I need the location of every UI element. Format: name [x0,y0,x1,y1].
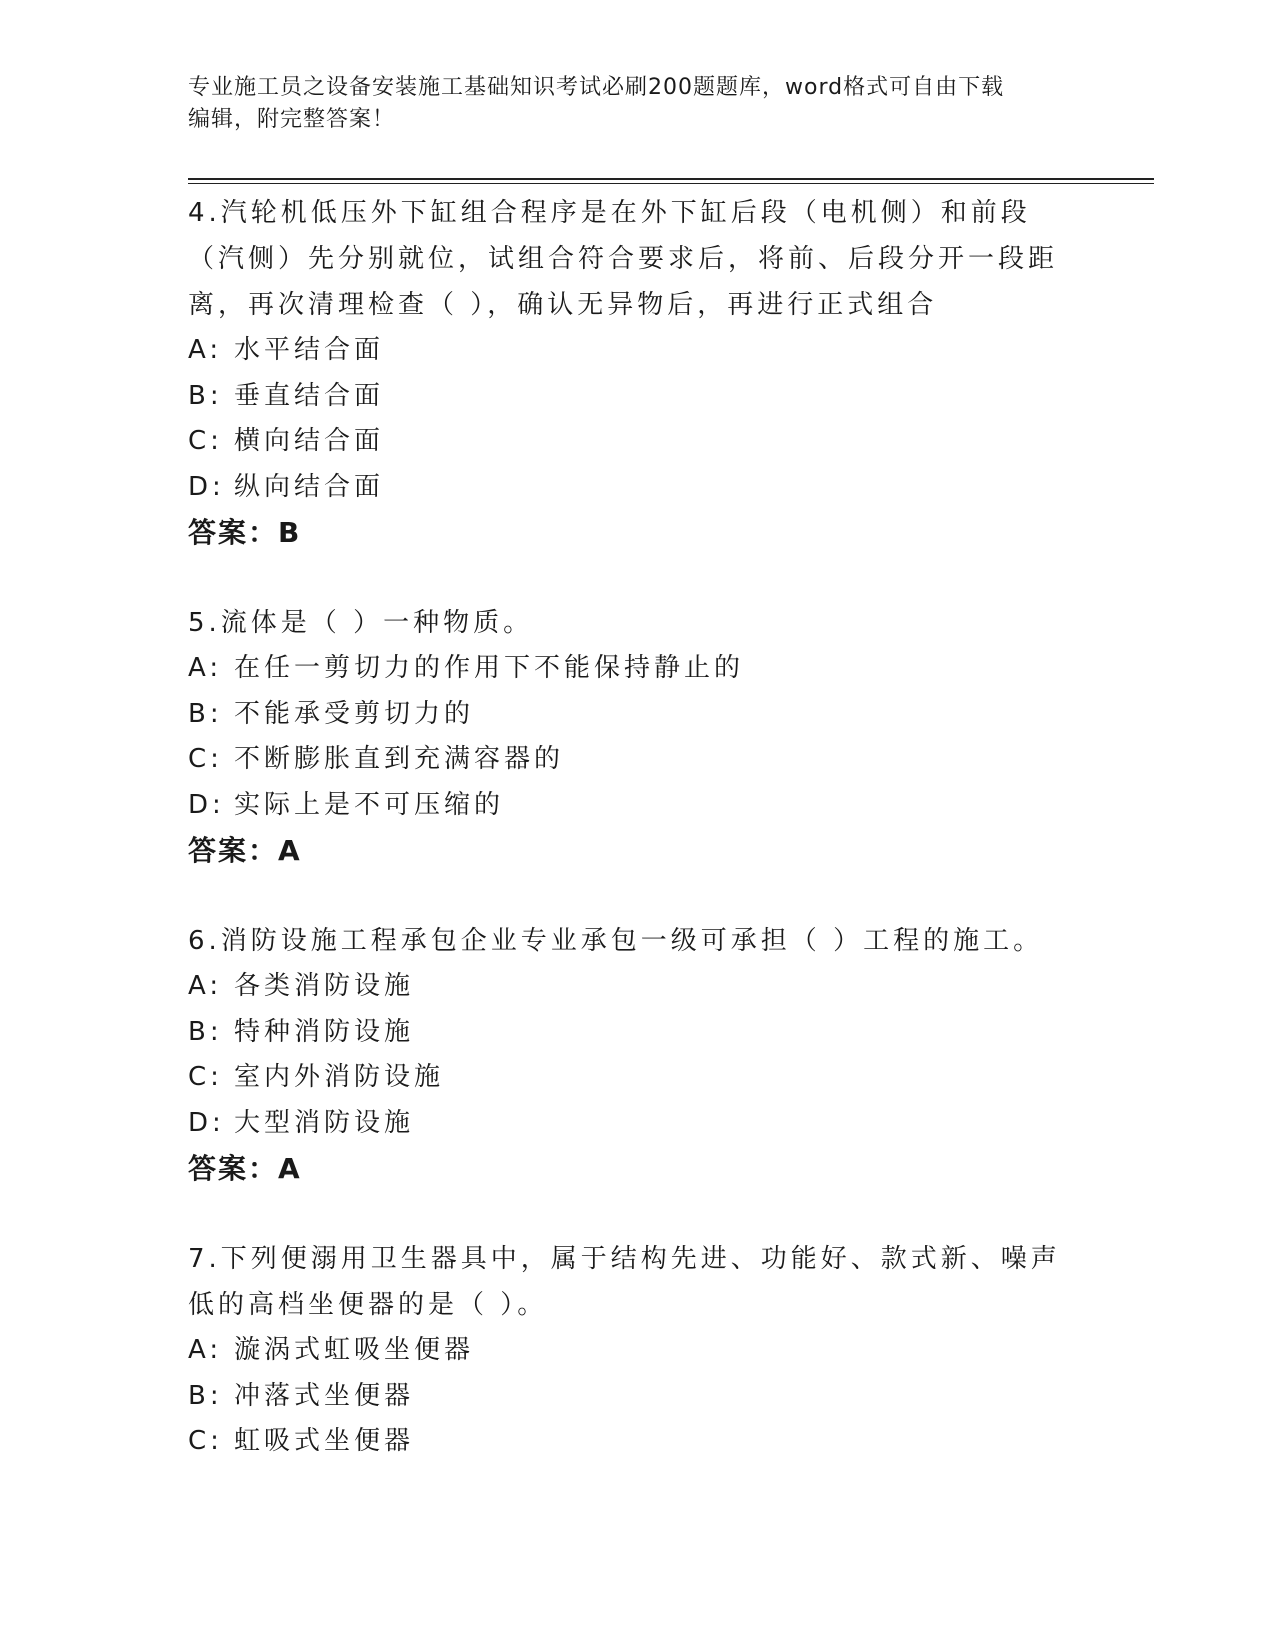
header-title-line1: 专业施工员之设备安装施工基础知识考试必刷200题题库，word格式可自由下载 [188,75,1005,100]
question-stem: 4.汽轮机低压外下缸组合程序是在外下缸后段（电机侧）和前段（汽侧）先分别就位，试组合符合要求后，将前、后段分开一段距离，再次清理检查（ ），确认无异物后，再进行正式组合 [188,198,1059,320]
option-text: 实际上是不可压缩的 [234,789,505,820]
option-text: 虹吸式坐便器 [234,1426,415,1456]
option-a [188,646,1088,692]
header-divider-thick [188,178,1154,180]
option-text: 各类消防设施 [234,971,415,1001]
option-c [188,419,1088,465]
option-text: 室内外消防设施 [234,1062,445,1092]
option-letter: B: [188,380,223,411]
option-b [188,1010,1088,1056]
option-letter: B: [188,698,223,729]
option-b [188,374,1088,420]
option-a [188,964,1088,1010]
option-letter: A: [188,971,223,1001]
header-divider-thin [188,183,1154,184]
option-letter: C: [188,744,223,774]
option-text: 水平结合面 [234,335,385,365]
answer-line: 答案：A [188,1152,302,1185]
option-b [188,692,1088,738]
option-text: 垂直结合面 [234,380,385,411]
question-stem: 6.消防设施工程承包企业专业承包一级可承担（ ）工程的施工。 [188,926,1044,956]
option-text: 冲落式坐便器 [234,1380,415,1411]
question-item [188,190,1088,556]
answer-line: 答案：B [188,516,302,549]
answer-line: 答案：A [188,834,302,867]
option-letter: C: [188,426,223,456]
option-letter: D: [188,471,225,502]
option-text: 纵向结合面 [234,471,385,502]
option-c [188,737,1088,783]
question-item [188,918,1088,1192]
option-letter: B: [188,1016,223,1047]
option-d [188,1101,1088,1147]
header-title-line2: 编辑，附完整答案！ [188,107,396,132]
question-stem: 7.下列便溺用卫生器具中，属于结构先进、功能好、款式新、噪声低的高档坐便器的是（ ）。 [188,1244,1061,1320]
option-letter: A: [188,1335,223,1365]
option-text: 横向结合面 [234,426,385,456]
option-text: 漩涡式虹吸坐便器 [234,1335,475,1365]
option-a [188,328,1088,374]
option-letter: D: [188,789,225,820]
option-b [188,1374,1088,1420]
option-letter: A: [188,653,223,683]
question-list [188,190,1088,1509]
document-header [188,72,1088,136]
option-letter: B: [188,1380,223,1411]
option-d [188,783,1088,829]
option-text: 特种消防设施 [234,1016,415,1047]
option-c [188,1055,1088,1101]
option-d [188,465,1088,511]
option-text: 不能承受剪切力的 [234,698,475,729]
option-text: 大型消防设施 [234,1107,415,1138]
question-item [188,600,1088,874]
option-a [188,1328,1088,1374]
option-c [188,1419,1088,1465]
option-letter: C: [188,1426,223,1456]
question-item [188,1236,1088,1465]
option-letter: C: [188,1062,223,1092]
option-letter: A: [188,335,223,365]
option-letter: D: [188,1107,225,1138]
question-stem: 5.流体是（ ）一种物质。 [188,608,534,638]
option-text: 在任一剪切力的作用下不能保持静止的 [234,653,745,683]
option-text: 不断膨胀直到充满容器的 [234,744,565,774]
